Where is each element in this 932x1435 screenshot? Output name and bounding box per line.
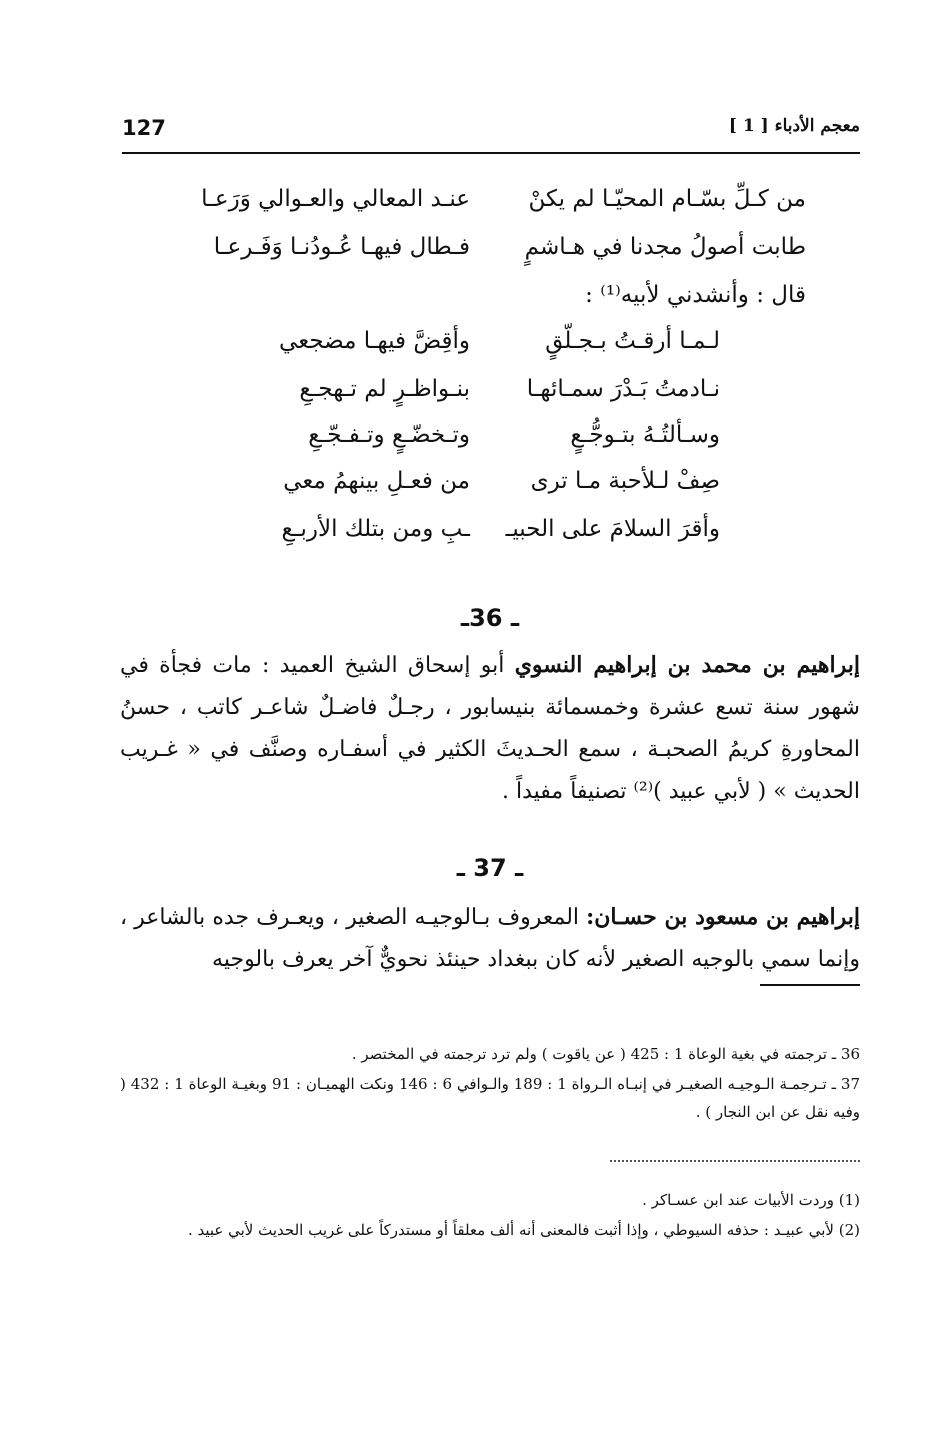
- verse-first-hemistich: طابت أصولُ مجدنا في هـاشمٍ: [524, 234, 806, 260]
- entry-36-name: إبراهيم بن محمد بن إبراهيم النسوي: [514, 652, 860, 678]
- verse-second-hemistich: وأقِضَّ فيهـا مضجعي: [279, 328, 470, 354]
- note-footnote: (2) لأبي عبيـد : حذفه السيوطي ، وإذا أثبت فالمعنى أنه ألف معلقاً أو مستدركاً على غريب الحديث لأبي عبيد .: [187, 1221, 860, 1239]
- source-footnote: 37 ـ تـرجمـة الـوجيـه الصغيـر في إنبـاه الـرواة 1 : 189 والـوافي 6 : 146 ونكت الهميـان : 91 وبغيـة الوعاة 1 : 432 ( وفيه نقل عن ابن النجار ) .: [120, 1075, 860, 1121]
- verse-first-hemistich: من كـلِّ بسّـام المحيّـا لم يكنْ: [528, 186, 806, 212]
- verse-intro: قال : وأنشدني لأبيه⁽¹⁾ :: [585, 282, 806, 308]
- verse-second-hemistich: فـطال فيهـا عُـودُنـا وَفَـرعـا: [213, 234, 470, 260]
- entry-37-text: المعروف بـالوجيـه الصغير ، ويعـرف جده بالشاعر ، وإنما سمي بالوجيه الصغير لأنه كان ببغداد حينئذ نحويٌّ آخر يعرف بالوجيه: [120, 905, 860, 972]
- entry-number-37: ـ 37 ـ: [456, 854, 524, 882]
- page-number: 127: [122, 116, 166, 140]
- entry-37-name: إبراهيم بن مسعود بن حسـان:: [586, 904, 860, 930]
- verse-second-hemistich: وتـخضّـعٍ وتـفـجّـعِ: [308, 422, 470, 448]
- verse-first-hemistich: نـادمتُ بَـدْرَ سمـائهـا: [526, 376, 720, 402]
- poem-verse: [0, 234, 932, 268]
- page-header: [122, 112, 860, 154]
- verse-first-hemistich: لـمـا أرقـتُ بـجـلّقٍ: [545, 328, 720, 354]
- verse-first-hemistich: وأقرَ السلامَ على الحبيـ: [505, 516, 720, 542]
- verse-first-hemistich: صِفْ لـلأحبة مـا ترى: [530, 468, 720, 494]
- poem-verse: [0, 516, 932, 550]
- poem-verse: [0, 186, 932, 220]
- verse-second-hemistich: بنـواظـرٍ لم تـهجـعِ: [299, 376, 470, 402]
- verse-first-hemistich: وسـألتُـهُ بتـوجُّـعٍ: [570, 422, 720, 448]
- footnote-separator: [760, 984, 860, 986]
- entry-36-paragraph: [120, 644, 860, 813]
- entry-number-36: ـ 36ـ: [460, 604, 520, 632]
- poem-verse: [0, 422, 932, 456]
- verse-second-hemistich: ـبِ ومن بتلك الأربـعِ: [281, 516, 470, 542]
- entry-36-text: أبو إسحاق الشيخ العميد : مات فجأة في شهور سنة تسع عشرة وخمسمائة بنيسابور ، رجـلٌ فاضـلٌ شاعـر كاتب ، حسنُ المحاورةِ كريمُ الصحبـة ، سمع الحـديثَ الكثير في أسفـاره وصنَّف في « غـريب الحديث » ( لأبي عبيد )⁽²⁾ تصنيفاً مفيداً .: [120, 653, 860, 804]
- verse-second-hemistich: عنـد المعالي والعـوالي وَرَعـا: [201, 186, 470, 212]
- note-footnote: (1) وردت الأبيات عند ابن عسـاكر .: [642, 1191, 860, 1209]
- poem-verse: [0, 468, 932, 502]
- source-footnote: 36 ـ ترجمته في بغية الوعاة 1 : 425 ( عن ياقوت ) ولم ترد ترجمته في المختصر .: [351, 1045, 860, 1063]
- running-title: معجم الأدباء [ 1 ]: [728, 116, 860, 136]
- poem-verse: [0, 376, 932, 410]
- poem-verse: [0, 328, 932, 362]
- entry-37-paragraph: [120, 896, 860, 981]
- footnote-dotted-separator: [610, 1160, 860, 1162]
- verse-second-hemistich: من فعـلِ بينهمُ معي: [283, 468, 470, 494]
